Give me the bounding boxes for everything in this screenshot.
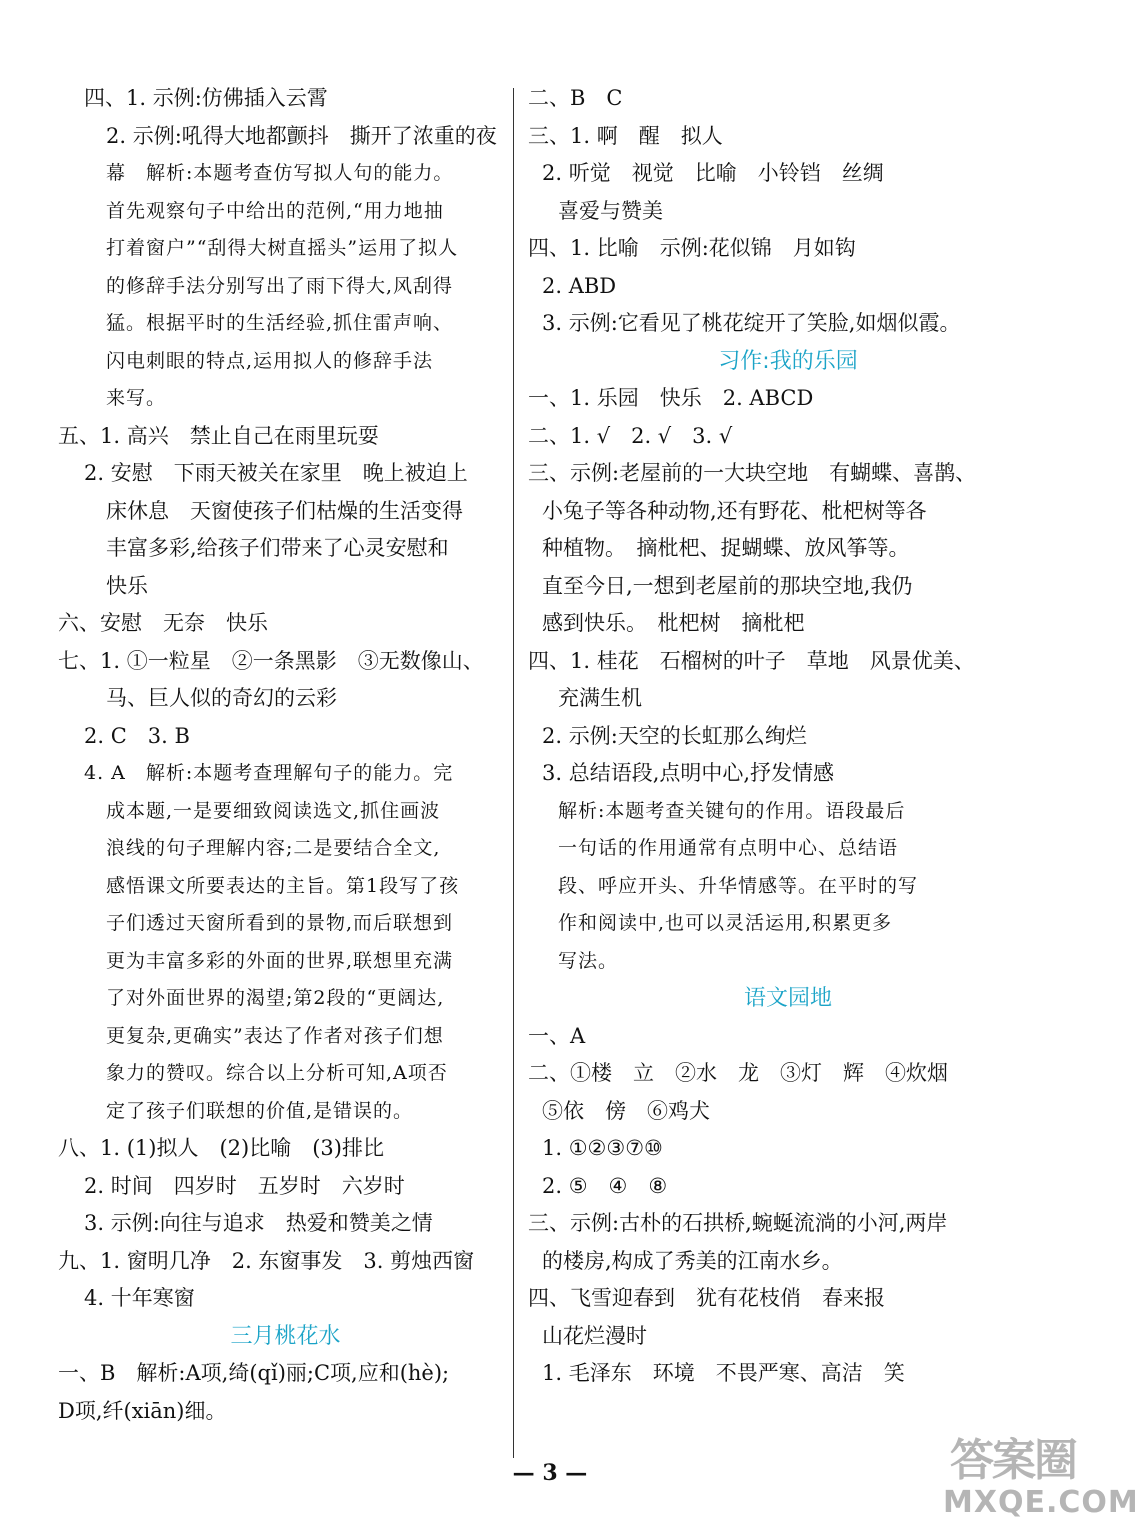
- answer-line: 一句话的作用通常有点明中心、总结语: [558, 837, 899, 859]
- answer-line: 2. ABD: [542, 273, 617, 298]
- answer-line: 五、1. 高兴 禁止自己在雨里玩耍: [58, 423, 379, 448]
- answer-line: 一、A: [528, 1023, 586, 1048]
- answer-line: 更为丰富多彩的外面的世界,联想里充满: [106, 949, 454, 972]
- answer-line: 2. 示例:吼得大地都颤抖 撕开了浓重的夜: [106, 123, 497, 148]
- answer-line: 六、安慰 无奈 快乐: [58, 611, 268, 635]
- answer-line: 4. A 解析:本题考查理解句子的能力。完: [84, 762, 454, 784]
- answer-line: 浪线的句子理解内容;二是要结合全文,: [106, 837, 441, 859]
- answer-line: 定了孩子们联想的价值,是错误的。: [106, 1099, 414, 1122]
- answer-line: 象力的赞叹。综合以上分析可知,A项否: [106, 1062, 448, 1084]
- answer-line: 写法。: [558, 949, 619, 972]
- answer-line: 4. 十年寒窗: [84, 1286, 195, 1310]
- section-title: 三月桃花水: [230, 1323, 341, 1349]
- answer-line: 三、示例:老屋前的一大块空地 有蝴蝶、喜鹊、: [528, 461, 977, 485]
- answer-line: 2. 听觉 视觉 比喻 小铃铛 丝绸: [542, 161, 884, 185]
- answer-line: 3. 示例:它看见了桃花绽开了笑脸,如烟似霞。: [542, 311, 961, 335]
- answer-line: 四、1. 示例:仿佛插入云霄: [84, 86, 328, 110]
- answer-line: 的修辞手法分别写出了雨下得大,风刮得: [106, 274, 454, 297]
- answer-line: 喜爱与赞美: [558, 198, 663, 223]
- answer-line: 作和阅读中,也可以灵活运用,积累更多: [558, 912, 893, 934]
- answer-line: 解析:本题考查关键句的作用。语段最后: [558, 799, 906, 822]
- answer-line: 来写。: [106, 387, 167, 409]
- answer-line: 更复杂,更确实”表达了作者对孩子们想: [106, 1024, 444, 1047]
- answer-line: 充满生机: [558, 686, 642, 710]
- answer-line: 3. 示例:向往与追求 热爱和赞美之情: [84, 1211, 433, 1235]
- answer-line: 直至今日,一想到老屋前的那块空地,我仍: [542, 573, 913, 598]
- section-title: 习作:我的乐园: [718, 348, 858, 374]
- answer-line: 种植物。 摘枇杷、捉蝴蝶、放风筝等。: [542, 536, 910, 560]
- page-number: — 3 —: [512, 1460, 588, 1486]
- answer-line: 2. ⑤ ④ ⑧: [542, 1173, 668, 1198]
- answer-line: 2. 示例:天空的长虹那么绚烂: [542, 723, 807, 748]
- right-column: [528, 80, 1048, 1393]
- answer-line: 二、1. √ 2. √ 3. √: [528, 423, 733, 448]
- answer-line: 1. ①②③⑦⑩: [542, 1136, 663, 1160]
- answer-line: 猛。根据平时的生活经验,抓住雷声响、: [106, 312, 454, 334]
- answer-line: 了对外面世界的渴望;第2段的“更阔达,: [106, 987, 445, 1009]
- answer-line: 2. C 3. B: [84, 723, 190, 748]
- answer-line: 感悟课文所要表达的主旨。第1段写了孩: [106, 874, 460, 897]
- answer-line: 快乐: [106, 573, 148, 598]
- left-column: [58, 80, 513, 1430]
- answer-line: 七、1. ①一粒星 ②一条黑影 ③无数像山、: [58, 648, 484, 673]
- answer-line: 二、B C: [528, 86, 623, 110]
- answer-line: 四、1. 桂花 石榴树的叶子 草地 风景优美、: [528, 648, 975, 673]
- answer-line: 三、1. 啊 醒 拟人: [528, 123, 723, 148]
- watermark-text-top: 答案圈: [950, 1435, 1076, 1486]
- answer-line: 幕 解析:本题考查仿写拟人句的能力。: [106, 162, 454, 184]
- answer-line: 山花烂漫时: [542, 1323, 647, 1348]
- watermark-logo: [943, 1435, 1139, 1526]
- answer-line: 打着窗户”“刮得大树直摇头”运用了拟人: [106, 237, 459, 259]
- answer-line: ⑤依 傍 ⑥鸡犬: [542, 1098, 710, 1123]
- answer-line: 2. 时间 四岁时 五岁时 六岁时: [84, 1173, 405, 1198]
- answer-line: 一、B 解析:A项,绮(qǐ)丽;C项,应和(hè);: [58, 1361, 450, 1385]
- answer-line: 1. 毛泽东 环境 不畏严寒、高洁 笑: [542, 1361, 905, 1385]
- answer-line: 四、1. 比喻 示例:花似锦 月如钩: [528, 236, 856, 260]
- answer-line: 四、飞雪迎春到 犹有花枝俏 春来报: [528, 1286, 885, 1310]
- column-divider: [513, 88, 514, 1458]
- answer-line: 3. 总结语段,点明中心,抒发情感: [542, 761, 835, 785]
- answer-line: 感到快乐。 枇杷树 摘枇杷: [542, 611, 805, 635]
- answer-line: 床休息 天窗使孩子们枯燥的生活变得: [106, 498, 463, 523]
- answer-line: 闪电刺眼的特点,运用拟人的修辞手法: [106, 349, 434, 372]
- answer-line: 成本题,一是要细致阅读选文,抓住画波: [106, 799, 441, 822]
- answer-line: 的楼房,构成了秀美的江南水乡。: [542, 1248, 843, 1273]
- answer-line: 三、示例:古朴的石拱桥,蜿蜒流淌的小河,两岸: [528, 1211, 948, 1235]
- answer-line: 二、①楼 立 ②水 龙 ③灯 辉 ④炊烟: [528, 1061, 948, 1085]
- watermark-text-bottom: MXQE.COM: [943, 1485, 1139, 1520]
- section-title: 语文园地: [743, 986, 832, 1011]
- answer-line: 一、1. 乐园 快乐 2. ABCD: [528, 386, 814, 410]
- answer-line: 丰富多彩,给孩子们带来了心灵安慰和: [106, 536, 449, 560]
- answer-line: 段、呼应开头、升华情感等。在平时的写: [558, 874, 919, 897]
- answer-line: 九、1. 窗明几净 2. 东窗事发 3. 剪烛西窗: [58, 1248, 475, 1273]
- answer-line: 小兔子等各种动物,还有野花、枇杷树等各: [542, 498, 927, 523]
- answer-line: 八、1. (1)拟人 (2)比喻 (3)排比: [58, 1136, 384, 1160]
- answer-line: D项,纤(xiān)细。: [58, 1398, 227, 1423]
- answer-line: 子们透过天窗所看到的景物,而后联想到: [106, 912, 454, 934]
- answer-line: 2. 安慰 下雨天被关在家里 晚上被迫上: [84, 461, 468, 485]
- answer-line: 首先观察句子中给出的范例,“用力地抽: [106, 199, 444, 222]
- answer-line: 马、巨人似的奇幻的云彩: [106, 686, 337, 710]
